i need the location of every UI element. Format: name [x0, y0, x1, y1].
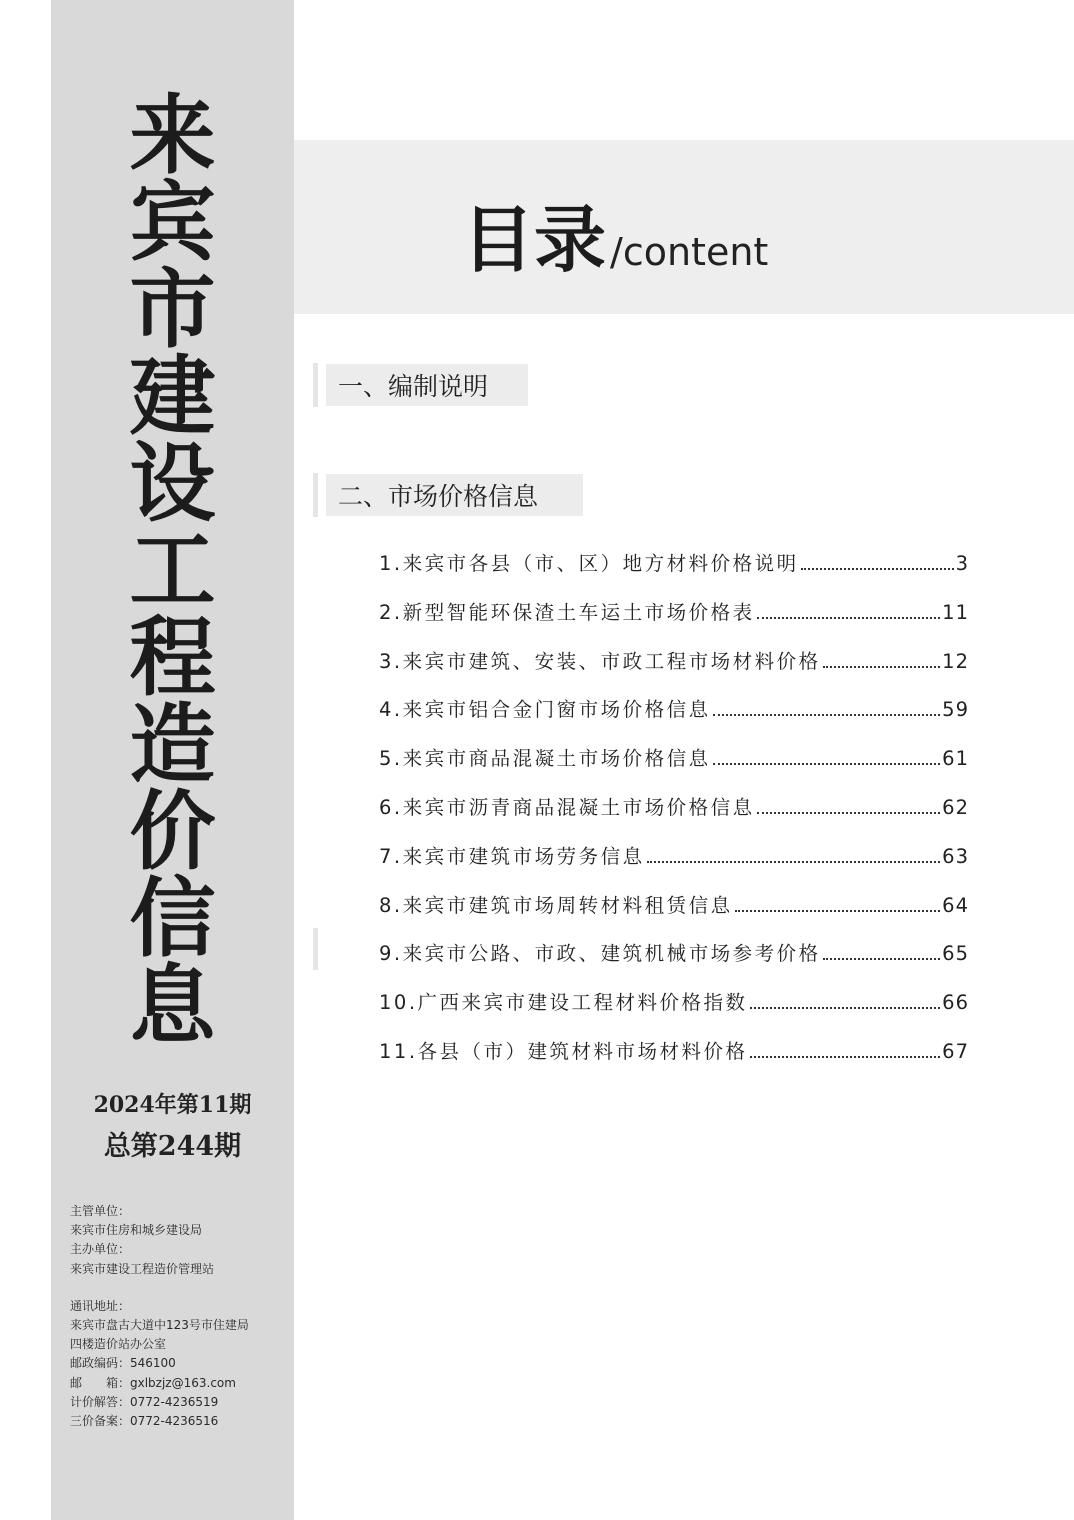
toc-label: 5.来宾市商品混凝土市场价格信息: [379, 747, 711, 771]
toc-page: 67: [942, 1039, 969, 1063]
postcode: 邮政编码：546100: [70, 1356, 176, 1371]
title-char: 工: [129, 520, 216, 621]
title-char: 造: [129, 694, 216, 795]
section-heading: 一、编制说明: [326, 364, 528, 406]
three-price-phone: 三价备案：0772-4236516: [70, 1414, 219, 1429]
toc-leader: [757, 797, 941, 814]
toc-page: 66: [942, 991, 969, 1015]
address-label: 通讯地址：: [70, 1298, 131, 1313]
toc-entry[interactable]: [379, 548, 969, 597]
toc-entry[interactable]: [379, 694, 969, 743]
section-marker: [313, 363, 318, 407]
toc-entry[interactable]: [379, 743, 969, 792]
title-char: 宾: [129, 172, 216, 273]
supervisor-label: 主管单位：: [70, 1204, 131, 1218]
header-band: [294, 140, 1074, 314]
title-char: 价: [129, 781, 216, 882]
toc-leader: [735, 895, 941, 912]
supervisor: 来宾市住房和城乡建设局: [70, 1223, 203, 1238]
toc-leader: [801, 553, 954, 570]
toc-entry[interactable]: [379, 841, 969, 890]
pricing-answer-phone: 计价解答：0772-4236519: [70, 1394, 219, 1409]
toc-page: 3: [955, 552, 969, 575]
toc-leader: [750, 993, 941, 1010]
address-line: 四楼造价站办公室: [70, 1337, 167, 1352]
title-char: 市: [129, 259, 216, 360]
toc-label: 1.来宾市各县（市、区）地方材料价格说明: [379, 552, 799, 575]
publication-title: [51, 85, 294, 1056]
toc-entry[interactable]: [379, 597, 969, 646]
toc-entry[interactable]: [379, 938, 969, 987]
toc-label: 9.来宾市公路、市政、建筑机械市场参考价格: [379, 942, 821, 966]
toc-leader: [647, 846, 941, 863]
toc-list: [379, 548, 969, 1085]
toc-leader: [823, 944, 941, 961]
toc-label: 3.来宾市建筑、安装、市政工程市场材料价格: [379, 649, 821, 673]
decorative-marker: [313, 928, 318, 970]
toc-page: 62: [942, 795, 969, 819]
host-label: 主办单位：: [70, 1242, 131, 1257]
toc-leader: [750, 1041, 941, 1058]
toc-entry[interactable]: [379, 646, 969, 695]
toc-label: 8.来宾市建筑市场周转材料租赁信息: [379, 893, 733, 917]
toc-page: 61: [942, 747, 969, 771]
sidebar: [51, 0, 294, 1520]
toc-leader: [713, 700, 941, 717]
title-char: 信: [129, 868, 216, 969]
title-char: 息: [129, 955, 216, 1056]
toc-label: 6.来宾市沥青商品混凝土市场价格信息: [379, 795, 755, 819]
toc-entry[interactable]: [379, 890, 969, 939]
toc-leader: [757, 602, 941, 619]
toc-entry[interactable]: [379, 792, 969, 841]
title-char: 建: [129, 346, 216, 447]
toc-label: 4.来宾市铝合金门窗市场价格信息: [379, 698, 711, 722]
toc-label: 10.广西来宾市建设工程材料价格指数: [379, 991, 748, 1015]
title-char: 设: [129, 433, 216, 534]
publisher-info: [70, 1202, 290, 1431]
title-en: /content: [610, 230, 769, 274]
title-cn: 目录: [462, 197, 607, 282]
toc-page: 65: [942, 942, 969, 966]
email: 邮 箱：gxlbzjz@163.com: [70, 1375, 236, 1390]
issue-year: 2024年第11期: [93, 1092, 252, 1118]
address-line: 来宾市盘古大道中123号市住建局: [70, 1318, 249, 1333]
section-marker: [313, 473, 318, 517]
toc-label: 7.来宾市建筑市场劳务信息: [379, 844, 645, 868]
spacer: [70, 1279, 290, 1297]
issue-total: 总第244期: [103, 1131, 242, 1162]
toc-leader: [823, 651, 941, 668]
toc-leader: [713, 749, 941, 766]
toc-label: 2.新型智能环保渣土车运土市场价格表: [379, 600, 755, 624]
toc-label: 11.各县（市）建筑材料市场材料价格: [379, 1039, 748, 1063]
page-title: [462, 182, 768, 286]
toc-page: 64: [942, 893, 969, 917]
toc-page: 12: [942, 649, 969, 673]
host: 来宾市建设工程造价管理站: [70, 1261, 215, 1276]
section-heading: 二、市场价格信息: [326, 474, 583, 516]
toc-entry[interactable]: [379, 1036, 969, 1085]
toc-page: 11: [942, 600, 969, 624]
toc-page: 59: [942, 698, 969, 722]
toc-entry[interactable]: [379, 987, 969, 1036]
toc-page: 63: [942, 844, 969, 868]
title-char: 来: [129, 85, 216, 186]
title-char: 程: [129, 607, 216, 708]
